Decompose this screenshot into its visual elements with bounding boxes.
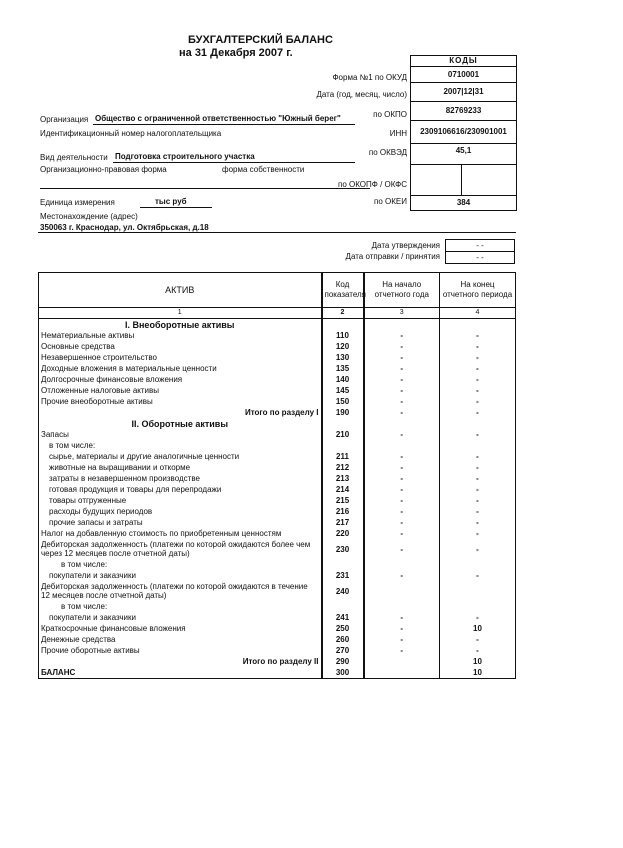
row-start-value: - [364, 451, 440, 462]
row-start-value: - [364, 517, 440, 528]
row-start-value: - [364, 539, 440, 559]
row-start-value [364, 319, 440, 331]
table-row [39, 623, 516, 634]
row-label: затраты в незавершенном производстве [39, 473, 322, 484]
row-label: товары отгруженные [39, 495, 322, 506]
row-end-value [440, 319, 516, 331]
date-code: 2007|12|31 [411, 83, 516, 102]
okved-code: 45,1 [411, 144, 516, 165]
row-end-value: 10 [440, 656, 516, 667]
row-label: сырье, материалы и другие аналогичные ценности [39, 451, 322, 462]
sent-label: Дата отправки / принятия [345, 252, 440, 261]
table-row [39, 418, 516, 429]
row-code: 213 [322, 473, 364, 484]
row-label: II. Оборотные активы [39, 418, 322, 429]
table-row [39, 341, 516, 352]
row-end-value: - [440, 451, 516, 462]
page-subtitle: на 31 Декабря 2007 г. [179, 47, 293, 59]
row-label: животные на выращивании и откорме [39, 462, 322, 473]
table-row [39, 601, 516, 612]
row-code: 290 [322, 656, 364, 667]
org-value: Общество с ограниченной ответственностью "Южный берег" [95, 114, 341, 123]
table-row [39, 495, 516, 506]
row-start-value [364, 418, 440, 429]
okpo-code: 82769233 [411, 102, 516, 121]
row-end-value: - [440, 517, 516, 528]
row-start-value: - [364, 484, 440, 495]
row-end-value: - [440, 429, 516, 440]
row-code: 260 [322, 634, 364, 645]
row-code: 214 [322, 484, 364, 495]
row-label: Прочие внеоборотные активы [39, 396, 322, 407]
org-label: Организация [40, 115, 89, 124]
row-label: Дебиторская задолженность (платежи по которой ожидаются в течение 12 месяцев после отчетной даты) [39, 581, 322, 601]
row-end-value: - [440, 462, 516, 473]
row-start-value [364, 601, 440, 612]
row-start-value: - [364, 385, 440, 396]
table-row [39, 484, 516, 495]
table-row [39, 319, 516, 331]
row-start-value: - [364, 374, 440, 385]
row-end-value: - [440, 396, 516, 407]
okei-label: по ОКЕИ [374, 197, 407, 206]
row-label: Доходные вложения в материальные ценности [39, 363, 322, 374]
table-row [39, 667, 516, 679]
row-label: Долгосрочные финансовые вложения [39, 374, 322, 385]
activity-value: Подготовка строительного участка [115, 152, 255, 161]
row-label: расходы будущих периодов [39, 506, 322, 517]
col-num: 3 [364, 308, 440, 319]
row-code [322, 319, 364, 331]
table-row [39, 330, 516, 341]
row-end-value: - [440, 363, 516, 374]
row-end-value: - [440, 374, 516, 385]
legal-form-label: Организационно-правовая форма [40, 165, 167, 174]
row-end-value: 10 [440, 667, 516, 679]
row-end-value [440, 601, 516, 612]
table-row [39, 440, 516, 451]
table-row [39, 352, 516, 363]
row-label: БАЛАНС [39, 667, 322, 679]
row-code: 140 [322, 374, 364, 385]
row-start-value: - [364, 352, 440, 363]
row-code: 212 [322, 462, 364, 473]
sent-date: - - [445, 251, 515, 264]
row-label: Запасы [39, 429, 322, 440]
row-code [322, 559, 364, 570]
col-asset: АКТИВ [39, 273, 322, 308]
row-end-value [440, 581, 516, 601]
table-row [39, 517, 516, 528]
codes-box [410, 55, 517, 211]
codes-header: КОДЫ [411, 56, 516, 67]
row-end-value [440, 418, 516, 429]
row-label: Дебиторская задолженность (платежи по которой ожидаются более чем через 12 месяцев после отчетной даты) [39, 539, 322, 559]
row-end-value: 10 [440, 623, 516, 634]
row-label: прочие запасы и затраты [39, 517, 322, 528]
table-row [39, 570, 516, 581]
row-label: Прочие оборотные активы [39, 645, 322, 656]
row-label: готовая продукция и товары для перепродажи [39, 484, 322, 495]
row-label: Итого по разделу II [39, 656, 322, 667]
date-label: Дата (год, месяц, число) [316, 90, 407, 99]
col-code: Код показателя [322, 273, 364, 308]
form-label: Форма №1 по ОКУД [332, 73, 407, 82]
row-code: 135 [322, 363, 364, 374]
row-end-value: - [440, 352, 516, 363]
row-code [322, 418, 364, 429]
row-end-value: - [440, 341, 516, 352]
row-code: 145 [322, 385, 364, 396]
row-label: Налог на добавленную стоимость по приобретенным ценностям [39, 528, 322, 539]
col-num: 4 [440, 308, 516, 319]
inn-label: ИНН [389, 129, 407, 138]
row-start-value: - [364, 407, 440, 418]
row-code [322, 440, 364, 451]
row-code: 300 [322, 667, 364, 679]
table-row [39, 363, 516, 374]
row-label: покупатели и заказчики [39, 612, 322, 623]
inn-code: 2309106616/230901001 [411, 121, 516, 144]
ownership-label: форма собственности [222, 165, 305, 174]
okopf-code [411, 165, 516, 196]
table-row [39, 451, 516, 462]
row-code: 240 [322, 581, 364, 601]
col-end: На конец отчетного периода [440, 273, 516, 308]
row-code [322, 601, 364, 612]
row-start-value: - [364, 506, 440, 517]
row-code: 110 [322, 330, 364, 341]
inn-full-label: Идентификационный номер налогоплательщика [40, 129, 222, 138]
table-row [39, 581, 516, 601]
row-label: в том числе: [39, 601, 322, 612]
row-end-value: - [440, 495, 516, 506]
row-start-value: - [364, 330, 440, 341]
row-code: 220 [322, 528, 364, 539]
row-label: Незавершенное строительство [39, 352, 322, 363]
table-row [39, 656, 516, 667]
okopf-label: по ОКОПФ / ОКФС [338, 180, 407, 189]
okved-label: по ОКВЭД [368, 148, 407, 157]
row-label: Нематериальные активы [39, 330, 322, 341]
row-label: Краткосрочные финансовые вложения [39, 623, 322, 634]
row-code: 210 [322, 429, 364, 440]
row-end-value: - [440, 473, 516, 484]
row-start-value: - [364, 473, 440, 484]
row-start-value: - [364, 495, 440, 506]
table-row [39, 645, 516, 656]
row-start-value: - [364, 528, 440, 539]
row-end-value: - [440, 645, 516, 656]
table-row [39, 528, 516, 539]
table-row [39, 385, 516, 396]
row-start-value [364, 667, 440, 679]
table-row [39, 429, 516, 440]
col-num: 1 [39, 308, 322, 319]
row-start-value [364, 440, 440, 451]
row-label: Основные средства [39, 341, 322, 352]
location-value: 350063 г. Краснодар, ул. Октябрьская, д.18 [40, 223, 209, 232]
row-label: Итого по разделу I [39, 407, 322, 418]
row-start-value: - [364, 570, 440, 581]
activity-label: Вид деятельности [40, 153, 108, 162]
row-end-value [440, 440, 516, 451]
row-end-value: - [440, 612, 516, 623]
col-num: 2 [322, 308, 364, 319]
row-label: в том числе: [39, 440, 322, 451]
balance-table [38, 272, 516, 679]
row-end-value [440, 559, 516, 570]
okpo-label: по ОКПО [373, 110, 407, 119]
row-code: 130 [322, 352, 364, 363]
row-label: I. Внеоборотные активы [39, 319, 322, 331]
row-end-value: - [440, 528, 516, 539]
page-title: БУХГАЛТЕРСКИЙ БАЛАНС [188, 34, 333, 46]
row-end-value: - [440, 539, 516, 559]
row-start-value [364, 559, 440, 570]
location-label: Местонахождение (адрес) [40, 212, 138, 221]
table-row [39, 506, 516, 517]
row-end-value: - [440, 330, 516, 341]
table-row [39, 559, 516, 570]
row-code: 231 [322, 570, 364, 581]
row-start-value: - [364, 462, 440, 473]
table-row [39, 634, 516, 645]
approval-date: - - [445, 239, 515, 252]
table-row [39, 462, 516, 473]
row-code: 250 [322, 623, 364, 634]
row-label: Денежные средства [39, 634, 322, 645]
row-start-value: - [364, 396, 440, 407]
table-row [39, 396, 516, 407]
row-label: Отложенные налоговые активы [39, 385, 322, 396]
form-code: 0710001 [411, 67, 516, 83]
table-row [39, 539, 516, 559]
table-row [39, 407, 516, 418]
row-code: 150 [322, 396, 364, 407]
table-row [39, 473, 516, 484]
row-start-value: - [364, 623, 440, 634]
unit-label: Единица измерения [40, 198, 115, 207]
row-end-value: - [440, 570, 516, 581]
row-end-value: - [440, 506, 516, 517]
row-start-value: - [364, 612, 440, 623]
unit-value: тыс руб [155, 197, 187, 206]
table-row [39, 612, 516, 623]
row-code: 270 [322, 645, 364, 656]
table-row [39, 374, 516, 385]
row-code: 190 [322, 407, 364, 418]
row-start-value [364, 581, 440, 601]
row-code: 215 [322, 495, 364, 506]
row-start-value: - [364, 645, 440, 656]
row-end-value: - [440, 484, 516, 495]
row-label: в том числе: [39, 559, 322, 570]
row-start-value: - [364, 429, 440, 440]
row-end-value: - [440, 385, 516, 396]
row-code: 241 [322, 612, 364, 623]
row-start-value: - [364, 634, 440, 645]
okei-code: 384 [456, 198, 471, 207]
row-start-value: - [364, 363, 440, 374]
row-code: 120 [322, 341, 364, 352]
row-end-value: - [440, 407, 516, 418]
approval-label: Дата утверждения [371, 241, 440, 250]
row-code: 211 [322, 451, 364, 462]
row-code: 216 [322, 506, 364, 517]
row-start-value: - [364, 341, 440, 352]
row-code: 230 [322, 539, 364, 559]
col-start: На начало отчетного года [364, 273, 440, 308]
row-code: 217 [322, 517, 364, 528]
row-label: покупатели и заказчики [39, 570, 322, 581]
row-start-value [364, 656, 440, 667]
row-end-value: - [440, 634, 516, 645]
